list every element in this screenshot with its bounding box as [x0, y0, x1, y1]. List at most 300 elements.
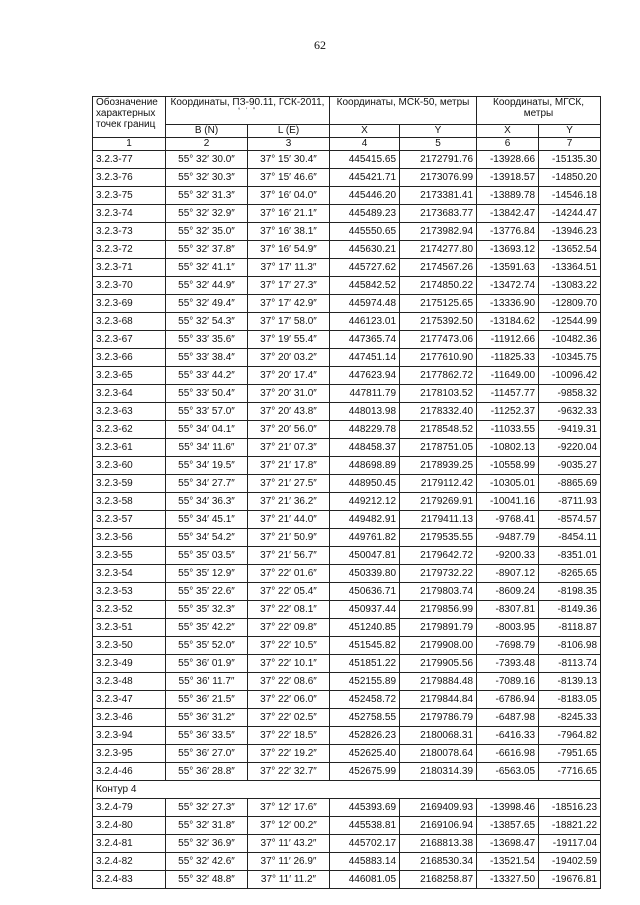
- msk-y-cell: 2172791.76: [400, 151, 477, 169]
- longitude-l-cell: 37° 21′ 56.7″: [248, 547, 330, 565]
- msk-y-cell: 2179269.91: [400, 493, 477, 511]
- point-id-cell: 3.2.3-57: [93, 511, 166, 529]
- longitude-l-cell: 37° 22′ 18.5″: [248, 727, 330, 745]
- mgsk-y-cell: -7716.65: [539, 763, 601, 781]
- table-row: [93, 763, 601, 781]
- longitude-l-cell: 37° 22′ 19.2″: [248, 745, 330, 763]
- point-id-cell: 3.2.3-52: [93, 601, 166, 619]
- point-id-cell: 3.2.3-56: [93, 529, 166, 547]
- mgsk-x-cell: -7089.16: [477, 673, 539, 691]
- point-id-cell: 3.2.4-80: [93, 817, 166, 835]
- mgsk-x-cell: -10558.99: [477, 457, 539, 475]
- msk-x-cell: 449482.91: [330, 511, 400, 529]
- header-point-designation: Обозначение характерных точек границ: [93, 97, 166, 138]
- header-pz-units: ° ′ ″: [238, 108, 257, 114]
- mgsk-x-cell: -11649.00: [477, 367, 539, 385]
- msk-y-cell: 2178332.40: [400, 403, 477, 421]
- msk-y-cell: 2168258.87: [400, 871, 477, 889]
- latitude-b-cell: 55° 33′ 50.4″: [166, 385, 248, 403]
- point-id-cell: 3.2.3-94: [93, 727, 166, 745]
- longitude-l-cell: 37° 16′ 04.0″: [248, 187, 330, 205]
- section-row-group: [93, 781, 601, 799]
- msk-x-cell: 446081.05: [330, 871, 400, 889]
- point-id-cell: 3.2.3-65: [93, 367, 166, 385]
- latitude-b-cell: 55° 34′ 27.7″: [166, 475, 248, 493]
- table-row: [93, 277, 601, 295]
- column-number: 2: [166, 138, 248, 151]
- mgsk-x-cell: -10041.16: [477, 493, 539, 511]
- section-label: Контур 4: [93, 781, 601, 799]
- msk-y-cell: 2173076.99: [400, 169, 477, 187]
- mgsk-x-cell: -10802.13: [477, 439, 539, 457]
- latitude-b-cell: 55° 32′ 44.9″: [166, 277, 248, 295]
- mgsk-x-cell: -13857.65: [477, 817, 539, 835]
- column-number: 7: [539, 138, 601, 151]
- point-id-cell: 3.2.4-83: [93, 871, 166, 889]
- longitude-l-cell: 37° 22′ 09.8″: [248, 619, 330, 637]
- mgsk-x-cell: -13336.90: [477, 295, 539, 313]
- point-id-cell: 3.2.3-62: [93, 421, 166, 439]
- msk-x-cell: 449212.12: [330, 493, 400, 511]
- table-row: [93, 241, 601, 259]
- table-row: [93, 601, 601, 619]
- longitude-l-cell: 37° 17′ 27.3″: [248, 277, 330, 295]
- msk-x-cell: 452758.55: [330, 709, 400, 727]
- mgsk-x-cell: -11457.77: [477, 385, 539, 403]
- msk-y-cell: 2175392.50: [400, 313, 477, 331]
- msk-x-cell: 446123.01: [330, 313, 400, 331]
- msk-y-cell: 2168530.34: [400, 853, 477, 871]
- point-id-cell: 3.2.3-63: [93, 403, 166, 421]
- mgsk-x-cell: -13472.74: [477, 277, 539, 295]
- latitude-b-cell: 55° 32′ 54.3″: [166, 313, 248, 331]
- point-id-cell: 3.2.3-54: [93, 565, 166, 583]
- point-id-cell: 3.2.3-50: [93, 637, 166, 655]
- mgsk-y-cell: -14850.20: [539, 169, 601, 187]
- msk-y-cell: 2179732.22: [400, 565, 477, 583]
- point-id-cell: 3.2.3-48: [93, 673, 166, 691]
- latitude-b-cell: 55° 34′ 04.1″: [166, 421, 248, 439]
- latitude-b-cell: 55° 32′ 42.6″: [166, 853, 248, 871]
- mgsk-x-cell: -13591.63: [477, 259, 539, 277]
- mgsk-x-cell: -13918.57: [477, 169, 539, 187]
- header-mgsk-coordinates: Координаты, МГСК, метры: [477, 97, 601, 125]
- latitude-b-cell: 55° 34′ 19.5″: [166, 457, 248, 475]
- point-id-cell: 3.2.3-53: [93, 583, 166, 601]
- msk-x-cell: 448950.45: [330, 475, 400, 493]
- longitude-l-cell: 37° 21′ 27.5″: [248, 475, 330, 493]
- mgsk-x-cell: -6786.94: [477, 691, 539, 709]
- latitude-b-cell: 55° 36′ 27.0″: [166, 745, 248, 763]
- latitude-b-cell: 55° 32′ 30.3″: [166, 169, 248, 187]
- longitude-l-cell: 37° 21′ 50.9″: [248, 529, 330, 547]
- msk-y-cell: 2173381.41: [400, 187, 477, 205]
- mgsk-y-cell: -8574.57: [539, 511, 601, 529]
- msk-y-cell: 2177473.06: [400, 331, 477, 349]
- header-pz-coordinates: Координаты, ПЗ-90.11, ГСК-2011, ° ′ ″: [166, 97, 330, 125]
- table-row: [93, 691, 601, 709]
- msk-y-cell: 2179844.84: [400, 691, 477, 709]
- msk-x-cell: 445421.71: [330, 169, 400, 187]
- mgsk-y-cell: -13946.23: [539, 223, 601, 241]
- table-row: [93, 745, 601, 763]
- latitude-b-cell: 55° 36′ 01.9″: [166, 655, 248, 673]
- msk-y-cell: 2174850.22: [400, 277, 477, 295]
- point-id-cell: 3.2.3-69: [93, 295, 166, 313]
- latitude-b-cell: 55° 32′ 49.4″: [166, 295, 248, 313]
- mgsk-x-cell: -11033.55: [477, 421, 539, 439]
- msk-y-cell: 2169106.94: [400, 817, 477, 835]
- mgsk-y-cell: -8454.11: [539, 529, 601, 547]
- msk-y-cell: 2178751.05: [400, 439, 477, 457]
- msk-x-cell: 447365.74: [330, 331, 400, 349]
- longitude-l-cell: 37° 21′ 07.3″: [248, 439, 330, 457]
- mgsk-x-cell: -9487.79: [477, 529, 539, 547]
- table-row: [93, 511, 601, 529]
- mgsk-y-cell: -18516.23: [539, 799, 601, 817]
- msk-x-cell: 451851.22: [330, 655, 400, 673]
- latitude-b-cell: 55° 36′ 28.8″: [166, 763, 248, 781]
- msk-y-cell: 2179856.99: [400, 601, 477, 619]
- mgsk-x-cell: -13889.78: [477, 187, 539, 205]
- mgsk-x-cell: -8907.12: [477, 565, 539, 583]
- header-y-mgsk: Y: [539, 125, 601, 138]
- point-id-cell: 3.2.3-59: [93, 475, 166, 493]
- latitude-b-cell: 55° 35′ 32.3″: [166, 601, 248, 619]
- mgsk-y-cell: -18821.22: [539, 817, 601, 835]
- latitude-b-cell: 55° 36′ 11.7″: [166, 673, 248, 691]
- longitude-l-cell: 37° 19′ 55.4″: [248, 331, 330, 349]
- table-body-contour-4: [93, 799, 601, 889]
- header-x-mgsk: X: [477, 125, 539, 138]
- mgsk-x-cell: -9200.33: [477, 547, 539, 565]
- mgsk-x-cell: -13998.46: [477, 799, 539, 817]
- latitude-b-cell: 55° 33′ 38.4″: [166, 349, 248, 367]
- table-row: [93, 205, 601, 223]
- latitude-b-cell: 55° 32′ 36.9″: [166, 835, 248, 853]
- point-id-cell: 3.2.4-46: [93, 763, 166, 781]
- msk-x-cell: 445415.65: [330, 151, 400, 169]
- latitude-b-cell: 55° 33′ 35.6″: [166, 331, 248, 349]
- mgsk-y-cell: -15135.30: [539, 151, 601, 169]
- point-id-cell: 3.2.3-49: [93, 655, 166, 673]
- point-id-cell: 3.2.4-79: [93, 799, 166, 817]
- header-y-msk: Y: [400, 125, 477, 138]
- msk-y-cell: 2179112.42: [400, 475, 477, 493]
- table-row: [93, 295, 601, 313]
- mgsk-y-cell: -7951.65: [539, 745, 601, 763]
- mgsk-x-cell: -6616.98: [477, 745, 539, 763]
- msk-y-cell: 2179803.74: [400, 583, 477, 601]
- longitude-l-cell: 37° 12′ 00.2″: [248, 817, 330, 835]
- longitude-l-cell: 37° 12′ 17.6″: [248, 799, 330, 817]
- mgsk-y-cell: -9035.27: [539, 457, 601, 475]
- mgsk-x-cell: -11912.66: [477, 331, 539, 349]
- msk-y-cell: 2168813.38: [400, 835, 477, 853]
- point-id-cell: 3.2.3-68: [93, 313, 166, 331]
- mgsk-x-cell: -8609.24: [477, 583, 539, 601]
- longitude-l-cell: 37° 11′ 11.2″: [248, 871, 330, 889]
- point-id-cell: 3.2.3-55: [93, 547, 166, 565]
- msk-x-cell: 452625.40: [330, 745, 400, 763]
- point-id-cell: 3.2.3-64: [93, 385, 166, 403]
- table-row: [93, 727, 601, 745]
- mgsk-y-cell: -8245.33: [539, 709, 601, 727]
- longitude-l-cell: 37° 21′ 36.2″: [248, 493, 330, 511]
- msk-x-cell: 445630.21: [330, 241, 400, 259]
- point-id-cell: 3.2.3-66: [93, 349, 166, 367]
- latitude-b-cell: 55° 35′ 52.0″: [166, 637, 248, 655]
- column-number: 4: [330, 138, 400, 151]
- mgsk-x-cell: -6487.98: [477, 709, 539, 727]
- longitude-l-cell: 37° 22′ 01.6″: [248, 565, 330, 583]
- longitude-l-cell: 37° 20′ 43.8″: [248, 403, 330, 421]
- msk-y-cell: 2179884.48: [400, 673, 477, 691]
- msk-y-cell: 2180068.31: [400, 727, 477, 745]
- table-row: [93, 709, 601, 727]
- mgsk-y-cell: -9858.32: [539, 385, 601, 403]
- table-row: [93, 151, 601, 169]
- longitude-l-cell: 37° 22′ 02.5″: [248, 709, 330, 727]
- msk-x-cell: 447623.94: [330, 367, 400, 385]
- msk-x-cell: 450636.71: [330, 583, 400, 601]
- mgsk-y-cell: -10096.42: [539, 367, 601, 385]
- mgsk-y-cell: -14244.47: [539, 205, 601, 223]
- latitude-b-cell: 55° 36′ 21.5″: [166, 691, 248, 709]
- msk-x-cell: 448698.89: [330, 457, 400, 475]
- mgsk-y-cell: -13364.51: [539, 259, 601, 277]
- table-row: [93, 871, 601, 889]
- table-row: [93, 421, 601, 439]
- table-row: [93, 331, 601, 349]
- longitude-l-cell: 37° 16′ 21.1″: [248, 205, 330, 223]
- mgsk-y-cell: -12544.99: [539, 313, 601, 331]
- longitude-l-cell: 37° 22′ 05.4″: [248, 583, 330, 601]
- msk-x-cell: 451240.85: [330, 619, 400, 637]
- msk-x-cell: 450339.80: [330, 565, 400, 583]
- latitude-b-cell: 55° 34′ 45.1″: [166, 511, 248, 529]
- longitude-l-cell: 37° 20′ 31.0″: [248, 385, 330, 403]
- mgsk-y-cell: -8265.65: [539, 565, 601, 583]
- mgsk-y-cell: -19117.04: [539, 835, 601, 853]
- mgsk-y-cell: -8351.01: [539, 547, 601, 565]
- latitude-b-cell: 55° 32′ 41.1″: [166, 259, 248, 277]
- longitude-l-cell: 37° 22′ 10.5″: [248, 637, 330, 655]
- msk-y-cell: 2180078.64: [400, 745, 477, 763]
- msk-x-cell: 452675.99: [330, 763, 400, 781]
- mgsk-y-cell: -9220.04: [539, 439, 601, 457]
- latitude-b-cell: 55° 35′ 12.9″: [166, 565, 248, 583]
- mgsk-y-cell: -8106.98: [539, 637, 601, 655]
- mgsk-x-cell: -13928.66: [477, 151, 539, 169]
- point-id-cell: 3.2.3-60: [93, 457, 166, 475]
- msk-x-cell: 447811.79: [330, 385, 400, 403]
- latitude-b-cell: 55° 32′ 48.8″: [166, 871, 248, 889]
- table-row: [93, 313, 601, 331]
- mgsk-x-cell: -8307.81: [477, 601, 539, 619]
- table-row: [93, 565, 601, 583]
- mgsk-y-cell: -8198.35: [539, 583, 601, 601]
- table-row: [93, 799, 601, 817]
- msk-x-cell: 445702.17: [330, 835, 400, 853]
- mgsk-y-cell: -8711.93: [539, 493, 601, 511]
- mgsk-y-cell: -8113.74: [539, 655, 601, 673]
- longitude-l-cell: 37° 16′ 54.9″: [248, 241, 330, 259]
- msk-y-cell: 2179908.00: [400, 637, 477, 655]
- mgsk-x-cell: -13776.84: [477, 223, 539, 241]
- point-id-cell: 3.2.3-74: [93, 205, 166, 223]
- table-row: [93, 169, 601, 187]
- latitude-b-cell: 55° 36′ 33.5″: [166, 727, 248, 745]
- mgsk-x-cell: -13693.12: [477, 241, 539, 259]
- longitude-l-cell: 37° 20′ 17.4″: [248, 367, 330, 385]
- longitude-l-cell: 37° 22′ 08.1″: [248, 601, 330, 619]
- point-id-cell: 3.2.3-67: [93, 331, 166, 349]
- table-row: [93, 475, 601, 493]
- msk-x-cell: 445974.48: [330, 295, 400, 313]
- table-row: [93, 223, 601, 241]
- msk-y-cell: 2174277.80: [400, 241, 477, 259]
- msk-y-cell: 2179905.56: [400, 655, 477, 673]
- longitude-l-cell: 37° 22′ 32.7″: [248, 763, 330, 781]
- table-row: [93, 439, 601, 457]
- longitude-l-cell: 37° 11′ 26.9″: [248, 853, 330, 871]
- msk-x-cell: 445842.52: [330, 277, 400, 295]
- point-id-cell: 3.2.3-72: [93, 241, 166, 259]
- msk-x-cell: 450047.81: [330, 547, 400, 565]
- coordinates-table: [92, 96, 601, 889]
- point-id-cell: 3.2.3-77: [93, 151, 166, 169]
- column-number: 6: [477, 138, 539, 151]
- point-id-cell: 3.2.3-70: [93, 277, 166, 295]
- point-id-cell: 3.2.3-75: [93, 187, 166, 205]
- longitude-l-cell: 37° 20′ 03.2″: [248, 349, 330, 367]
- latitude-b-cell: 55° 33′ 57.0″: [166, 403, 248, 421]
- mgsk-y-cell: -19402.59: [539, 853, 601, 871]
- latitude-b-cell: 55° 35′ 03.5″: [166, 547, 248, 565]
- point-id-cell: 3.2.3-61: [93, 439, 166, 457]
- msk-x-cell: 450937.44: [330, 601, 400, 619]
- table-row: [93, 835, 601, 853]
- mgsk-x-cell: -11825.33: [477, 349, 539, 367]
- header-b: B (N): [166, 125, 248, 138]
- msk-y-cell: 2179786.79: [400, 709, 477, 727]
- msk-y-cell: 2179642.72: [400, 547, 477, 565]
- latitude-b-cell: 55° 34′ 54.2″: [166, 529, 248, 547]
- point-id-cell: 3.2.3-95: [93, 745, 166, 763]
- mgsk-x-cell: -13184.62: [477, 313, 539, 331]
- msk-y-cell: 2173683.77: [400, 205, 477, 223]
- point-id-cell: 3.2.3-58: [93, 493, 166, 511]
- longitude-l-cell: 37° 21′ 17.8″: [248, 457, 330, 475]
- msk-y-cell: 2179535.55: [400, 529, 477, 547]
- mgsk-y-cell: -8139.13: [539, 673, 601, 691]
- mgsk-x-cell: -6416.33: [477, 727, 539, 745]
- table-row: [93, 817, 601, 835]
- latitude-b-cell: 55° 33′ 44.2″: [166, 367, 248, 385]
- mgsk-x-cell: -11252.37: [477, 403, 539, 421]
- msk-x-cell: 448013.98: [330, 403, 400, 421]
- msk-x-cell: 445393.69: [330, 799, 400, 817]
- msk-x-cell: 449761.82: [330, 529, 400, 547]
- mgsk-y-cell: -8865.69: [539, 475, 601, 493]
- table-row: [93, 385, 601, 403]
- mgsk-x-cell: -9768.41: [477, 511, 539, 529]
- mgsk-y-cell: -13652.54: [539, 241, 601, 259]
- latitude-b-cell: 55° 32′ 30.0″: [166, 151, 248, 169]
- table-row: [93, 673, 601, 691]
- mgsk-y-cell: -7964.82: [539, 727, 601, 745]
- mgsk-y-cell: -9632.33: [539, 403, 601, 421]
- mgsk-x-cell: -13327.50: [477, 871, 539, 889]
- column-number: 5: [400, 138, 477, 151]
- msk-y-cell: 2179411.13: [400, 511, 477, 529]
- longitude-l-cell: 37° 22′ 08.6″: [248, 673, 330, 691]
- mgsk-y-cell: -9419.31: [539, 421, 601, 439]
- latitude-b-cell: 55° 34′ 11.6″: [166, 439, 248, 457]
- mgsk-y-cell: -13083.22: [539, 277, 601, 295]
- column-number: 3: [248, 138, 330, 151]
- msk-y-cell: 2180314.39: [400, 763, 477, 781]
- msk-y-cell: 2178939.25: [400, 457, 477, 475]
- latitude-b-cell: 55° 34′ 36.3″: [166, 493, 248, 511]
- table-row: [93, 619, 601, 637]
- longitude-l-cell: 37° 21′ 44.0″: [248, 511, 330, 529]
- point-id-cell: 3.2.3-51: [93, 619, 166, 637]
- point-id-cell: 3.2.3-71: [93, 259, 166, 277]
- msk-x-cell: 445883.14: [330, 853, 400, 871]
- longitude-l-cell: 37° 17′ 42.9″: [248, 295, 330, 313]
- point-id-cell: 3.2.3-76: [93, 169, 166, 187]
- table-row: [93, 187, 601, 205]
- point-id-cell: 3.2.3-46: [93, 709, 166, 727]
- mgsk-x-cell: -6563.05: [477, 763, 539, 781]
- msk-y-cell: 2174567.26: [400, 259, 477, 277]
- mgsk-y-cell: -14546.18: [539, 187, 601, 205]
- mgsk-x-cell: -13842.47: [477, 205, 539, 223]
- msk-y-cell: 2169409.93: [400, 799, 477, 817]
- mgsk-y-cell: -12809.70: [539, 295, 601, 313]
- msk-y-cell: 2178548.52: [400, 421, 477, 439]
- table-row: [93, 367, 601, 385]
- mgsk-y-cell: -19676.81: [539, 871, 601, 889]
- msk-x-cell: 451545.82: [330, 637, 400, 655]
- header-msk-coordinates: Координаты, МСК-50, метры: [330, 97, 477, 125]
- point-id-cell: 3.2.4-81: [93, 835, 166, 853]
- table-row: [93, 349, 601, 367]
- msk-x-cell: 445538.81: [330, 817, 400, 835]
- mgsk-y-cell: -10345.75: [539, 349, 601, 367]
- msk-y-cell: 2179891.79: [400, 619, 477, 637]
- mgsk-x-cell: -10305.01: [477, 475, 539, 493]
- msk-x-cell: 448458.37: [330, 439, 400, 457]
- table-row: [93, 493, 601, 511]
- msk-x-cell: 452458.72: [330, 691, 400, 709]
- table-row: [93, 547, 601, 565]
- latitude-b-cell: 55° 35′ 42.2″: [166, 619, 248, 637]
- longitude-l-cell: 37° 22′ 10.1″: [248, 655, 330, 673]
- msk-y-cell: 2177862.72: [400, 367, 477, 385]
- column-number-row: [93, 138, 601, 151]
- header-x-msk: X: [330, 125, 400, 138]
- msk-y-cell: 2178103.52: [400, 385, 477, 403]
- latitude-b-cell: 55° 32′ 35.0″: [166, 223, 248, 241]
- table-body: [93, 151, 601, 781]
- mgsk-x-cell: -7698.79: [477, 637, 539, 655]
- mgsk-x-cell: -7393.48: [477, 655, 539, 673]
- latitude-b-cell: 55° 32′ 37.8″: [166, 241, 248, 259]
- section-row: [93, 781, 601, 799]
